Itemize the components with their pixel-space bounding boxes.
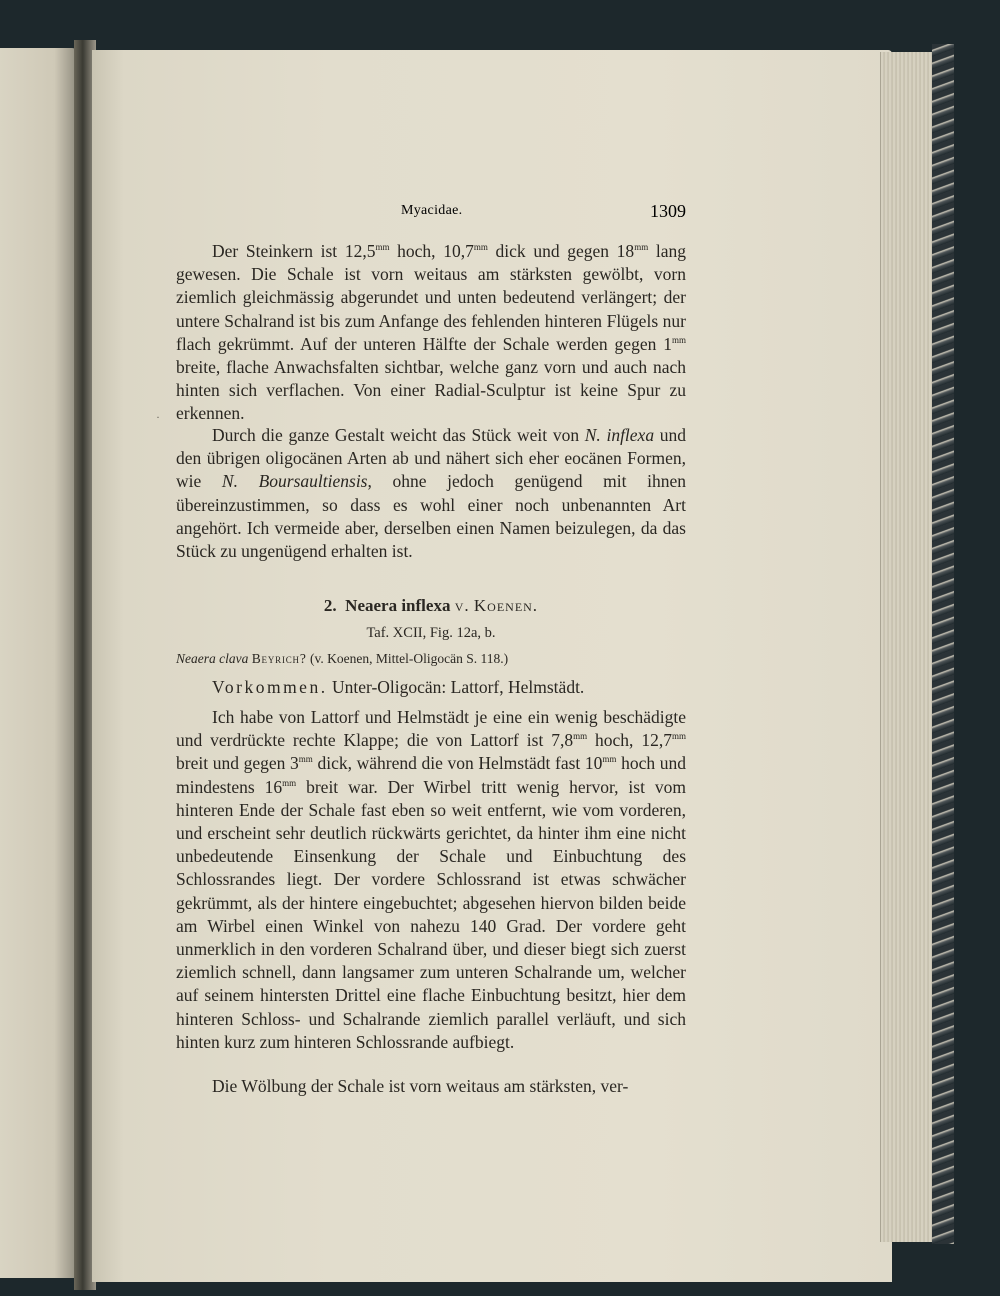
running-title: Myacidae. <box>401 203 463 218</box>
paragraph-2: Durch die ganze Gestalt weicht das Stück weit von N. inflexa und den übrigen oligocänen Arten ab und nähert sich eher eocänen Formen, wie N. Boursaultiensis, ohne jedoch genügend mit ihnen übereinzustimmen, so dass es wohl einer noch unbenannten Art angehört. Ich vermeide aber, derselben einen Namen beizulegen, da das Stück zu ungenügend erhalten ist. <box>176 425 686 562</box>
paragraph-4: Die Wölbung der Schale ist vorn weitaus am stärksten, ver- <box>212 1076 629 1096</box>
left-page-edge <box>0 48 78 1278</box>
paragraph-3: Ich habe von Lattorf und Helmstädt je eine ein wenig beschädigte und verdrückte rechte Klappe; die von Lattorf ist $7,8^{mm}$ hoch, $12,7^{mm}$ breit und gegen $3^{mm}$ dick, während die von Helmstädt fast $10^{mm}$ hoch und mindestens $16^{mm}$ breit war. Der Wirbel tritt wenig hervor, ist vom hinteren Ende der Schale fast eben so weit entfernt, wie vom vorderen, und erscheint sehr deutlich rückwärts gerichtet, da hinter ihm eine nicht unbedeutende Einsenkung der Schale und Einbuchtung des Schlossrandes liegt. Der vordere Schlossrand ist etwas schwächer gekrümmt, als der hintere eingebuchtet; abgesehen hiervon bilden beide am Wirbel einen Winkel von nahezu 140 Grad. Der vordere geht unmerklich in den vorderen Schalrand über, und dieser biegt sich zuerst ziemlich schnell, dann langsamer zum unteren Schalrande um, welcher auf seinem hintersten Drittel eine flache Einbuchtung besitzt, hier dem hinteren Schloss- und Schalrande ziemlich parallel verläuft, und sich hinten kurz zum hinteren Schlossrande aufbiegt. <box>176 707 686 1052</box>
page-number: 1309 <box>650 201 686 221</box>
synonym-line: Neaera clava Beyrich? (v. Koenen, Mittel-Oligocän S. 118.) <box>176 651 509 666</box>
occurrence-line: Vorkommen. Unter-Oligocän: Lattorf, Helmstädt. <box>212 677 585 697</box>
species-name: Neaera inflexa <box>345 596 451 615</box>
running-head <box>176 203 686 227</box>
plate-reference: Taf. XCII, Fig. 12a, b. <box>366 625 496 641</box>
book-cover-edge <box>932 44 954 1244</box>
section-title: 2. Neaera inflexa v. Koenen. <box>323 596 539 615</box>
page-edges <box>880 52 937 1242</box>
margin-mark: · <box>156 410 160 424</box>
species-author: Koenen. <box>473 596 539 615</box>
paragraph-1: Der Steinkern ist $12,5^{mm}$ hoch, $10,7^{mm}$ dick und gegen $18^{mm}$ lang gewesen. Die Schale ist vorn weitaus am stärksten gewölbt, vorn ziemlich gleichmässig abgerundet und unten bedeutend verlängert; der untere Schalrand ist bis zum Anfange des fehlenden hinteren Flügels nur flach gekrümmt. Auf der unteren Hälfte der Schale werden gegen $1^{mm}$ breite, flache Anwachsfalten sichtbar, welche ganz vorn und auch nach hinten sich verflachen. Von einer Radial-Sculptur ist keine Spur zu erkennen. <box>176 241 686 424</box>
